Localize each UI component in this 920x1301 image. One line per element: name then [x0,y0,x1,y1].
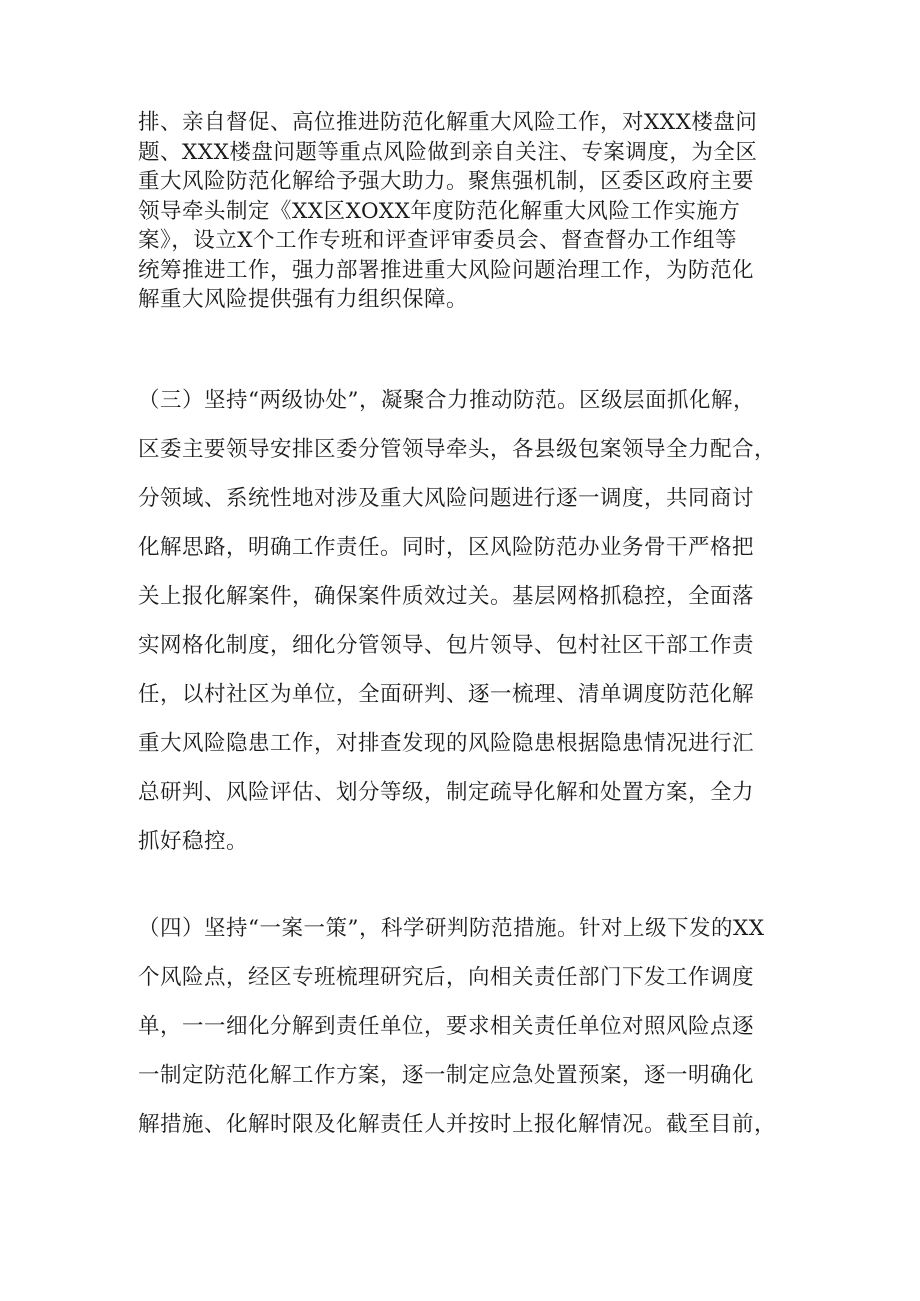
text-line: 重大风险隐患工作，对排查发现的风险隐患根据隐患情况进行汇 [138,731,755,756]
text-line: 案》，设立X个工作专班和评查评审委员会、督查督办工作组等 [138,228,738,253]
text-line: 关上报化解案件，确保案件质效过关。基层网格抓稳控，全面落 [138,584,755,609]
text-line: 个风险点，经区专班梳理研究后，向相关责任部门下发工作调度 [138,965,755,990]
text-line: 领导牵头制定《XX区XOXX年度防范化解重大风险工作实施方 [138,198,741,224]
text-line: 实网格化制度，细化分管领导、包片领导、包村社区干部工作责 [138,633,755,658]
text-line: 解措施、化解时限及化解责任人并按时上报化解情况。截至目前， [138,1112,777,1137]
section-heading-line: （三）坚持“两级协处”，凝聚合力推动防范。区级层面抓化解， [138,388,755,413]
text-line: 区委主要领导安排区委分管领导牵头，各县级包案领导全力配合， [138,437,777,462]
text-line: 任，以村社区为单位，全面研判、逐一梳理、清单调度防范化解 [138,682,755,707]
section-heading-line: （四）坚持“一案一策”，科学研判防范措施。针对上级下发的XX [138,916,765,941]
text-line: 单，一一细化分解到责任单位，要求相关责任单位对照风险点逐 [138,1014,755,1039]
text-line: 化解思路，明确工作责任。同时，区风险防范办业务骨干严格把 [138,535,755,560]
text-line: 统筹推进工作，强力部署推进重大风险问题治理工作，为防范化 [138,257,755,283]
text-line: 抓好稳控。 [138,829,249,854]
text-line: 解重大风险提供强有力组织保障。 [138,287,469,312]
text-line: 题、XXX楼盘问题等重点风险做到亲自关注、专案调度，为全区 [138,139,758,165]
paragraph-leadership-mechanism [138,108,798,315]
text-line: 分领域、系统性地对涉及重大风险问题进行逐一调度，共同商讨 [138,486,755,511]
text-line: 排、亲自督促、高位推进防范化解重大风险工作，对XXX楼盘问 [138,110,758,135]
text-line: 总研判、风险评估、划分等级，制定疏导化解和处置方案，全力 [138,780,755,805]
paragraph-section-four [138,904,798,1149]
paragraph-section-three [138,376,798,866]
text-line: 一制定防范化解工作方案，逐一制定应急处置预案，逐一明确化 [138,1063,755,1088]
text-line: 重大风险防范化解给予强大助力。聚焦强机制，区委区政府主要 [138,169,755,194]
